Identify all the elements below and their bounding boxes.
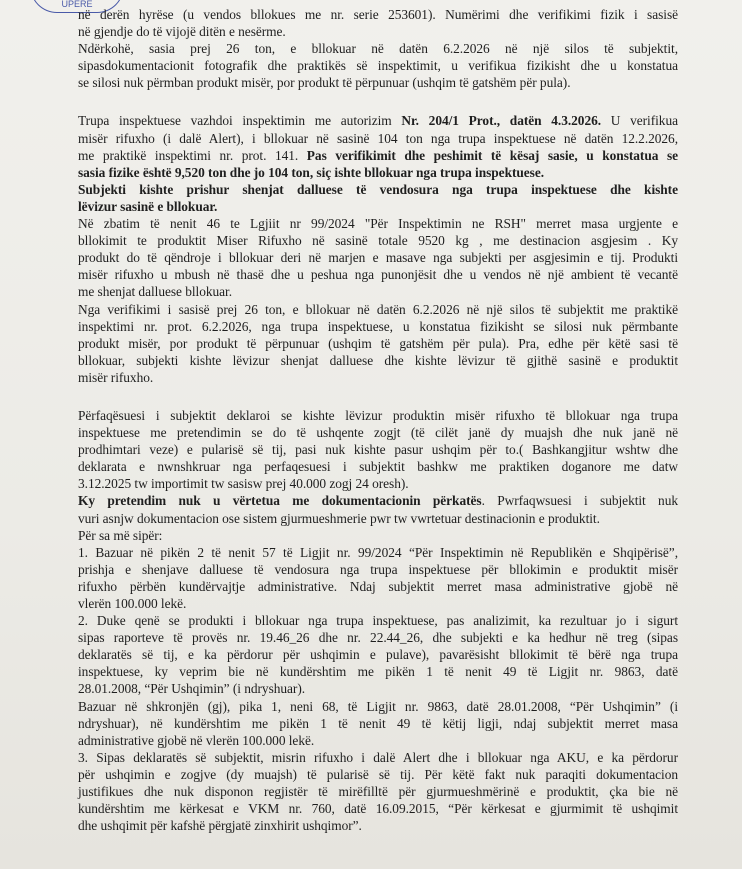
text-line bbox=[78, 612, 678, 629]
line-text: se silosi nuk përmban produkt misër, por produkt të përpunuar (ushqim të gatshëm për pula). bbox=[78, 75, 571, 91]
line-text: 1. Bazuar në pikën 2 të nenit 57 të Ligjit nr. 99/2024 “Për Inspektimin në Republikën e Shqipërisë”, bbox=[78, 544, 678, 560]
text-line bbox=[78, 266, 678, 283]
line-text: vlerën 100.000 lekë. bbox=[78, 596, 187, 611]
line-text: 3. Sipas deklaratës së subjektit, misrin rifuxho i dalë Alert dhe i bllokuar nga AKU, e ka përdorur bbox=[78, 749, 678, 765]
line-text: Bazuar në shkronjën (gj), pika 1, neni 68, të Ligjit nr. 9863, datë 28.01.2008, “Për Ushqimin” (i bbox=[78, 698, 678, 714]
text-line bbox=[78, 578, 678, 595]
line-text: bllokuar, subjekti kishte lëvizur shenjat dalluese dhe kishte lëvizur të gjithë sasinë e produktit bbox=[78, 352, 678, 368]
line-text: Trupa inspektuese vazhdoi inspektimin me autorizim bbox=[78, 113, 402, 129]
line-text: 3.12.2025 tw importimit tw sasisw prej 40.000 zogj 24 oresh). bbox=[78, 476, 409, 492]
paragraph-gap bbox=[78, 91, 678, 112]
line-bold-text: Pas verifikimit dhe peshimit të kësaj sasie, u konstatua se bbox=[306, 147, 679, 163]
text-line bbox=[78, 40, 678, 57]
line-text: 28.01.2008, “Për Ushqimin” (i ndryshuar). bbox=[78, 681, 306, 697]
line-text: Përfaqësuesi i subjektit deklaroi se kishte lëvizur produktin misër rifuxho të bllokuar nga trupa bbox=[78, 407, 678, 423]
text-line bbox=[78, 510, 678, 527]
line-bold-text: Subjekti kishte prishur shenjat dalluese të vendosura nga trupa inspektuese dhe kishte bbox=[78, 181, 678, 197]
stamp-text: UPERE bbox=[61, 0, 93, 9]
text-line bbox=[78, 57, 678, 74]
text-line bbox=[78, 369, 678, 386]
text-line bbox=[78, 407, 678, 424]
line-text: Për sa më sipër: bbox=[78, 527, 163, 543]
line-text: produkt do të qëndroje i bllokuar deri në marjen e masave nga subjekti per asgjesimin e tij. Produkti bbox=[78, 250, 678, 266]
text-line bbox=[78, 527, 678, 544]
text-line bbox=[78, 629, 678, 646]
line-text: rifuxho përbën kundërvajtje administrative. Ndaj subjektit merret masa administrative gjobë në bbox=[78, 578, 678, 594]
text-line bbox=[78, 181, 678, 198]
text-line bbox=[78, 749, 678, 766]
line-text: misër rifuxho. bbox=[78, 369, 154, 385]
text-line bbox=[78, 475, 678, 492]
line-text-after: U verifikua bbox=[601, 113, 678, 129]
text-line bbox=[78, 283, 678, 300]
line-text: justifikues dhe nuk disponon regjistër të mirëfilltë për gjurmueshmërinë e produktit, çka bie në bbox=[78, 784, 678, 800]
line-text: inspektuese, ky veprim bie në kundërshtim me pikën 1 të nenit 49 të Ligjit nr. 9863, datë bbox=[78, 664, 678, 680]
paragraph-block bbox=[78, 6, 678, 91]
line-text: Ndërkohë, sasia prej 26 ton, e bllokuar në datën 6.2.2026 në një silos të subjektit, bbox=[78, 41, 678, 57]
text-line bbox=[78, 817, 678, 834]
text-line bbox=[78, 458, 678, 475]
text-line bbox=[78, 766, 678, 783]
line-text: bllokimit te produktit Miser Rifuxho në sasinë totale 9520 kg , me destinacion asgjesim . Ky bbox=[78, 233, 678, 249]
line-text: Në zbatim të nenit 46 te Lgjiit nr 99/2024 "Për Inspektimin ne RSH" merret masa urgjente e bbox=[78, 216, 678, 232]
text-line bbox=[78, 544, 678, 561]
text-line bbox=[78, 492, 678, 509]
text-line bbox=[78, 800, 678, 817]
paragraph-block bbox=[78, 112, 678, 386]
line-text: produkt misër, por produkt të përpunuar (ushqim të gatshëm për pula). Pra, edhe për këtë sasi të bbox=[78, 335, 678, 351]
text-line bbox=[78, 783, 678, 800]
text-line bbox=[78, 680, 678, 697]
line-bold-text: Ky pretendim nuk u vërtetua me dokumentacionin përkatës bbox=[78, 493, 482, 509]
line-bold-text: Nr. 204/1 Prot., datën 4.3.2026. bbox=[401, 113, 602, 129]
text-line bbox=[78, 335, 678, 352]
line-text: vuri asnjw dokumentacion ose sistem gjurmueshmerie pwr tw vwrtetuar destinacionin e produktit. bbox=[78, 510, 600, 526]
text-line bbox=[78, 130, 678, 147]
text-line bbox=[78, 663, 678, 680]
text-line bbox=[78, 215, 678, 232]
text-line bbox=[78, 441, 678, 458]
line-text: 2. Duke qenë se produkti i bllokuar nga trupa inspektuese, pas analizimit, ka rezultuar jo i sigurt bbox=[78, 613, 678, 629]
line-bold-text: sasia fizike është 9,520 ton dhe jo 104 ton, siç ishte bllokuar nga trupa inspektuese. bbox=[78, 164, 545, 180]
text-line bbox=[78, 198, 678, 215]
line-text: deklaratës së tij, e ka përdorur për ushqimin e pulave), pavarësisht bllokimit të bërë nga trupa bbox=[78, 647, 678, 663]
line-text-after: . Pwrfaqwsuesi i subjektit nuk bbox=[481, 493, 678, 509]
line-text: sipas raporteve të provës nr. 19.46_26 dhe nr. 22.44_26, dhe subjekti e ka hedhur në treg (sipas bbox=[78, 630, 678, 646]
text-line bbox=[78, 698, 678, 715]
text-line bbox=[78, 301, 678, 318]
text-line bbox=[78, 318, 678, 335]
text-line bbox=[78, 715, 678, 732]
text-line bbox=[78, 352, 678, 369]
text-line bbox=[78, 23, 678, 40]
document-body bbox=[78, 6, 678, 834]
line-text: në gjendje do të vijojë ditën e nesërme. bbox=[78, 24, 286, 40]
line-text: prodhimtari veze) e pularisë së tij, pasi nuk kishte pasur ushqim për to.( Bashkangjitur wshtw dhe bbox=[78, 442, 678, 458]
text-line bbox=[78, 249, 678, 266]
text-line bbox=[78, 646, 678, 663]
line-text: me praktikë inspektimi nr. prot. 141. bbox=[78, 147, 307, 163]
line-text: kundërshtim me kërkesat e VKM nr. 760, datë 16.09.2015, “Për kërkesat e gjurmimit të ushqimit bbox=[78, 801, 678, 817]
line-text: me shenjat dalluese bllokuar. bbox=[78, 284, 232, 300]
text-line bbox=[78, 112, 678, 129]
text-line bbox=[78, 74, 678, 91]
text-line bbox=[78, 6, 678, 23]
line-text: inspektuese me pretendimin se do të ushqente zogjt (të cilët janë dy muajsh dhe nuk janë në bbox=[78, 425, 678, 441]
line-text: Nga verifikimi i sasisë prej 26 ton, e bllokuar në datën 6.2.2026 në një silos të subjektit me praktikë bbox=[78, 301, 678, 317]
line-text: deklarata e nwnshkruar nga perfaqesuesi i subjektit bashkw me praktiken doganore me datw bbox=[78, 459, 678, 475]
line-text: misër rifuxho (i dalë Alert), i bllokuar në sasinë 104 ton nga trupa inspektuese në datën 12.2.2026, bbox=[78, 130, 678, 146]
line-text: prishja e shenjave dalluese të vendosura nga trupa inspektuese për bllokimin e produktit misër bbox=[78, 561, 678, 577]
text-line bbox=[78, 232, 678, 249]
text-line bbox=[78, 164, 678, 181]
line-text: dhe ushqimit për kafshë përgjatë zinxhirit ushqimor”. bbox=[78, 818, 362, 834]
text-line bbox=[78, 424, 678, 441]
text-line bbox=[78, 561, 678, 578]
line-text: misër rifuxho u mbush në thasë dhe u peshua nga punonjësit dhe u vendos në një ambient të vecantë bbox=[78, 267, 678, 283]
paragraph-block bbox=[78, 407, 678, 834]
text-line bbox=[78, 147, 678, 164]
text-line bbox=[78, 595, 678, 612]
text-line bbox=[78, 732, 678, 749]
line-text: në derën hyrëse (u vendos bllokues me nr. serie 253601). Numërimi dhe verifikimi fizik i sasisë bbox=[78, 7, 678, 22]
line-text: sipasdokumentacionit fotografik dhe praktikës së inspektimit, u verifikua fizikisht dhe u konstatua bbox=[78, 58, 678, 74]
line-text: inspektimi nr. prot. 6.2.2026, nga trupa inspektuese, u konstatua fizikisht se silosi nuk përmbante bbox=[78, 318, 678, 334]
line-text: për ushqimin e zogjve (dy muajsh) të pularisë së tij. Për këtë fakt nuk paraqiti dokumentacion bbox=[78, 766, 678, 782]
line-text: administrative gjobë në vlerën 100.000 lekë. bbox=[78, 732, 315, 748]
line-text: ndryshuar), në kundërshtim me pikën 1 të nenit 49 të këtij ligji, ndaj subjektit merret masa bbox=[78, 715, 678, 731]
line-bold-text: lëvizur sasinë e bllokuar. bbox=[78, 198, 218, 214]
paragraph-gap bbox=[78, 386, 678, 407]
